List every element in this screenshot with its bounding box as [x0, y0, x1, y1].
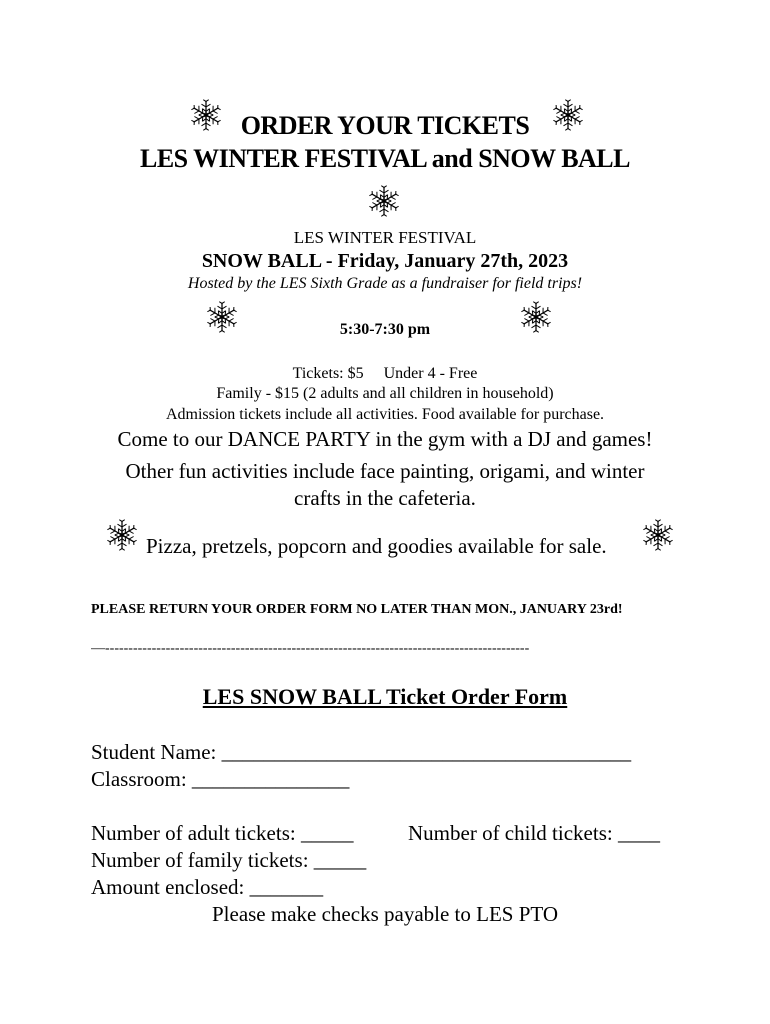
activities-text-line1: Other fun activities include face painting, origami, and winter: [125, 459, 645, 483]
classroom-field: Classroom: _______________: [91, 767, 350, 791]
checks-payable-note: Please make checks payable to LES PTO: [211, 902, 559, 926]
snowflake-icon: [104, 514, 140, 556]
order-form-title: LES SNOW BALL Ticket Order Form: [202, 684, 568, 709]
festival-name: LES WINTER FESTIVAL: [293, 228, 477, 247]
food-sale-text: Pizza, pretzels, popcorn and goodies available for sale.: [146, 534, 607, 558]
cut-line-divider: —-------------------------------------------------------------------------------------------: [91, 641, 530, 656]
hosted-by-note: Hosted by the LES Sixth Grade as a fundraiser for field trips!: [187, 275, 583, 292]
admission-note: Admission tickets include all activities. Food available for purchase.: [165, 406, 605, 423]
family-tickets-field: Number of family tickets: _____: [91, 848, 367, 872]
snowflake-icon: [640, 514, 676, 556]
ticket-prices: Tickets: $5 Under 4 - Free: [292, 365, 478, 382]
child-tickets-field: Number of child tickets: ____: [408, 821, 660, 845]
amount-enclosed-field: Amount enclosed: _______: [91, 875, 324, 899]
page-subtitle: LES WINTER FESTIVAL and SNOW BALL: [140, 144, 630, 173]
deadline-notice: PLEASE RETURN YOUR ORDER FORM NO LATER THAN MON., JANUARY 23rd!: [91, 602, 623, 617]
event-time: 5:30-7:30 pm: [339, 321, 431, 338]
dance-party-text: Come to our DANCE PARTY in the gym with a DJ and games!: [117, 427, 653, 451]
activities-text-line2: crafts in the cafeteria.: [294, 486, 476, 510]
snowball-date: SNOW BALL - Friday, January 27th, 2023: [201, 250, 569, 272]
student-name-field: Student Name: _______________________________________: [91, 740, 632, 764]
family-ticket-price: Family - $15 (2 adults and all children in household): [216, 385, 554, 402]
page-title: ORDER YOUR TICKETS: [240, 111, 530, 140]
adult-tickets-field: Number of adult tickets: _____: [91, 821, 354, 845]
snowflake-icon: [366, 180, 402, 222]
